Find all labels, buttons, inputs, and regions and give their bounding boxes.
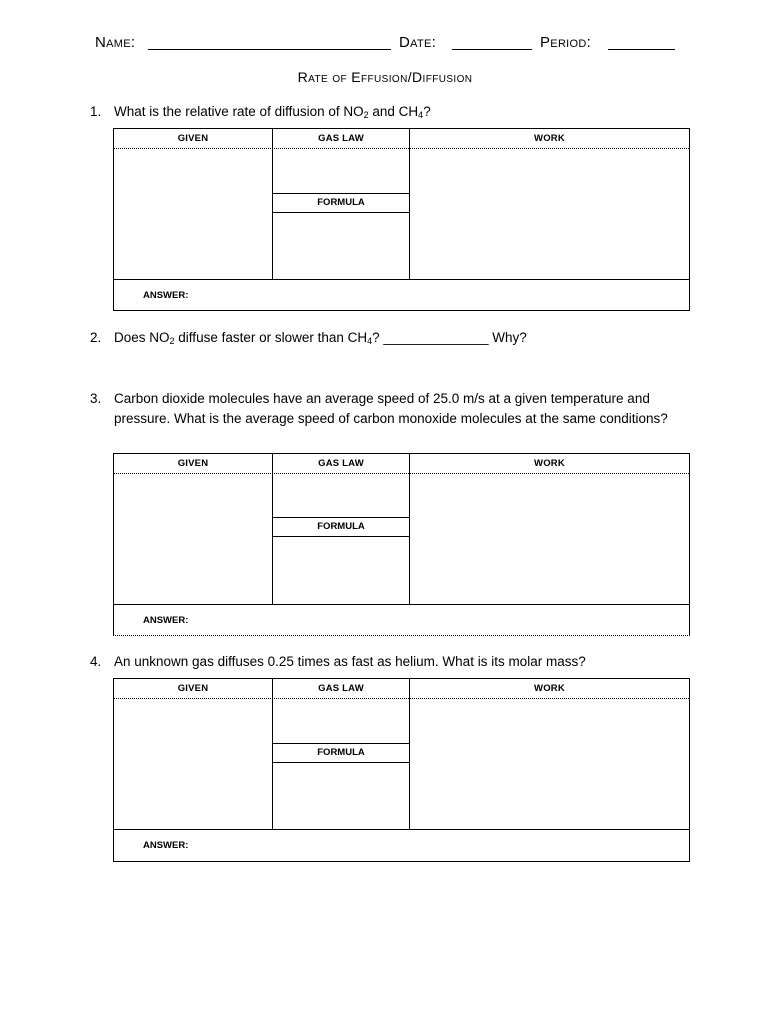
- given-column[interactable]: [114, 454, 272, 605]
- question-number: 2.: [90, 330, 102, 345]
- date-label: Date:: [399, 34, 437, 51]
- given-header: GIVEN: [177, 683, 209, 694]
- question-number: 4.: [90, 654, 102, 669]
- question-text: What is the relative rate of diffusion of $NO_2$ and $CH_4$?: [114, 104, 431, 120]
- worksheet-table-3: [113, 678, 690, 862]
- question-text: Carbon dioxide molecules have an average speed of 25.0 m/s at a given temperature and pressure. What is the average speed of carbon monoxide molecules at the same conditions?: [114, 391, 668, 426]
- given-column[interactable]: [114, 679, 272, 830]
- answer-label: ANSWER:: [143, 290, 189, 301]
- worksheet-table-1: [113, 128, 690, 311]
- question-text: Does $NO_2$ diffuse faster or slower than $CH_4$? ______________ Why?: [114, 330, 527, 346]
- gas-law-column[interactable]: [272, 454, 410, 605]
- gas-law-column[interactable]: [272, 679, 410, 830]
- work-header: WORK: [534, 133, 565, 144]
- name-label: Name:: [95, 34, 136, 51]
- question-number: 1.: [90, 104, 102, 119]
- work-column[interactable]: [410, 679, 689, 830]
- name-field[interactable]: [148, 49, 391, 50]
- date-field[interactable]: [452, 49, 532, 50]
- period-field[interactable]: [608, 49, 675, 50]
- work-column[interactable]: [410, 454, 689, 605]
- gas-law-header: GAS LAW: [318, 458, 364, 469]
- work-column[interactable]: [410, 129, 689, 280]
- gas-law-header: GAS LAW: [318, 683, 364, 694]
- question-text: An unknown gas diffuses 0.25 times as fast as helium. What is its molar mass?: [114, 654, 586, 669]
- period-label: Period:: [540, 34, 592, 51]
- worksheet-table-2: [113, 453, 690, 636]
- answer-label: ANSWER:: [143, 840, 189, 851]
- given-header: GIVEN: [177, 458, 209, 469]
- work-header: WORK: [534, 683, 565, 694]
- answer-row[interactable]: [114, 604, 689, 637]
- formula-header: FORMULA: [273, 517, 409, 537]
- gas-law-header: GAS LAW: [318, 133, 364, 144]
- question-number: 3.: [90, 391, 102, 406]
- answer-row[interactable]: [114, 829, 689, 862]
- given-column[interactable]: [114, 129, 272, 280]
- given-header: GIVEN: [177, 133, 209, 144]
- gas-law-column[interactable]: [272, 129, 410, 280]
- formula-header: FORMULA: [273, 743, 409, 763]
- worksheet-title: Rate of Effusion/Diffusion: [297, 69, 473, 85]
- answer-row[interactable]: [114, 279, 689, 312]
- answer-label: ANSWER:: [143, 615, 189, 626]
- formula-header: FORMULA: [273, 193, 409, 213]
- work-header: WORK: [534, 458, 565, 469]
